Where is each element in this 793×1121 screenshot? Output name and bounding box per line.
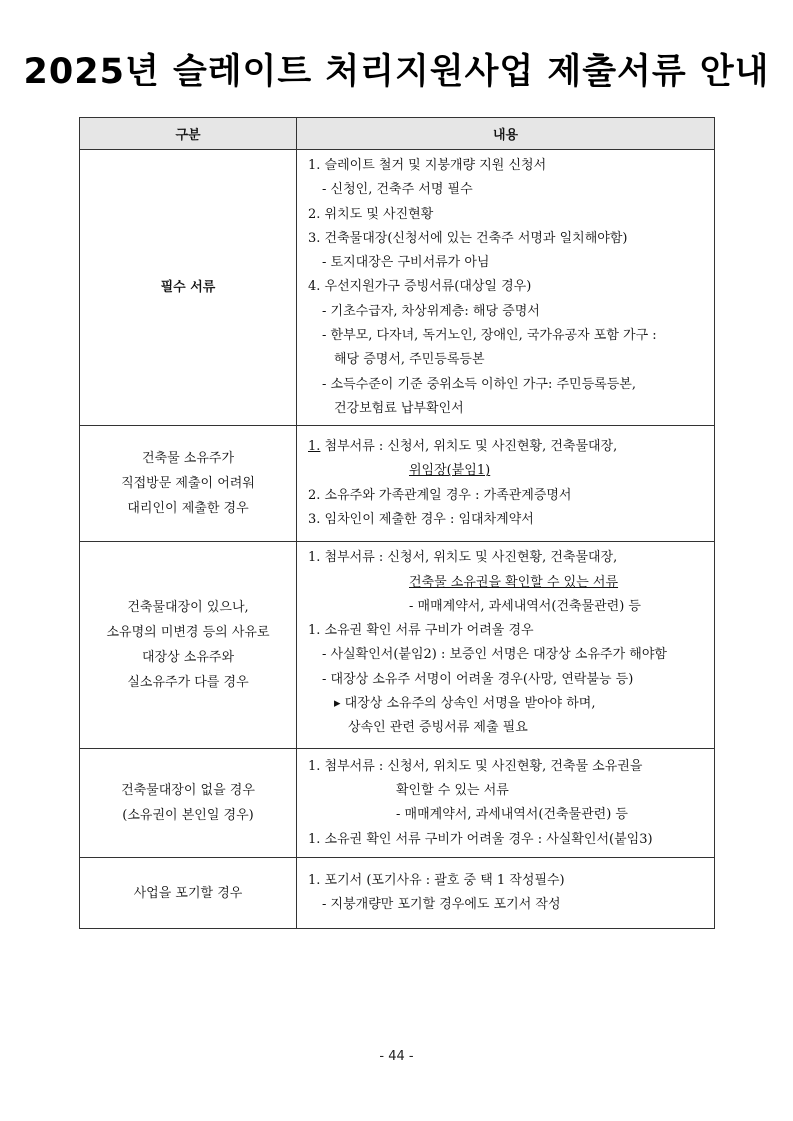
- content-line: 1. 첨부서류 : 신청서, 위치도 및 사진현황, 건축물 소유권을: [308, 758, 643, 774]
- category-cell: 필수 서류: [80, 150, 297, 426]
- content-line: 1. 소유권 확인 서류 구비가 어려울 경우 : 사실확인서(붙임3): [308, 831, 653, 847]
- category-line: 건축물대장이 없을 경우: [121, 783, 255, 799]
- content-line: - 지붕개량만 포기할 경우에도 포기서 작성: [322, 897, 561, 913]
- content-cell: [297, 749, 715, 858]
- content-line: - 소득수준이 기준 중위소득 이하인 가구: 주민등록등본,: [322, 376, 636, 392]
- content-cell: [297, 150, 715, 426]
- category-cell: [80, 749, 297, 858]
- content-line: 해당 증명서, 주민등록등본: [334, 352, 485, 368]
- category-cell: [80, 426, 297, 542]
- content-line: - 대장상 소유주 서명이 어려울 경우(사망, 연락불능 등): [322, 671, 634, 687]
- category-line: 소유명의 미변경 등의 사유로: [106, 625, 270, 641]
- header-content: 내용: [297, 118, 715, 150]
- table-row: [80, 426, 715, 542]
- document-title: 2025년 슬레이트 처리지원사업 제출서류 안내: [23, 52, 770, 92]
- content-line: 1. 포기서 (포기사유 : 괄호 중 택 1 작성필수): [308, 872, 565, 888]
- category-line: 실소유주가 다를 경우: [127, 675, 249, 691]
- underlined-text: 건축물 소유권을 확인할 수 있는 서류: [409, 574, 619, 590]
- table-row: [80, 858, 715, 929]
- content-line: - 사실확인서(붙임2) : 보증인 서명은 대장상 소유주가 해야함: [322, 647, 667, 663]
- table-row: [80, 749, 715, 858]
- content-line: - 한부모, 다자녀, 독거노인, 장애인, 국가유공자 포함 가구 :: [322, 328, 657, 344]
- content-line: [308, 435, 706, 459]
- category-cell: 사업을 포기할 경우: [80, 858, 297, 929]
- category-line: 직접방문 제출이 어려워: [121, 476, 255, 492]
- content-line: - 토지대장은 구비서류가 아님: [322, 255, 490, 271]
- table-row: [80, 542, 715, 749]
- category-line: 건축물 소유주가: [141, 451, 235, 467]
- category-line: (소유권이 본인일 경우): [122, 808, 254, 824]
- content-line: 상속인 관련 증빙서류 제출 필요: [348, 720, 528, 736]
- content-line: 3. 건축물대장(신청서에 있는 건축주 서명과 일치해야함): [308, 230, 628, 246]
- category-cell: [80, 542, 297, 749]
- category-line: 대리인이 제출한 경우: [127, 501, 249, 517]
- content-cell: [297, 858, 715, 929]
- content-line: 2. 위치도 및 사진현황: [308, 206, 434, 222]
- table-row: [80, 150, 715, 426]
- content-line: 2. 소유주와 가족관계일 경우 : 가족관계증명서: [308, 487, 572, 503]
- category-line: 대장상 소유주와: [141, 650, 235, 666]
- content-line: 4. 우선지원가구 증빙서류(대상일 경우): [308, 279, 532, 295]
- content-cell: [297, 426, 715, 542]
- content-line: 확인할 수 있는 서류: [396, 782, 509, 798]
- category-line: 건축물대장이 있으나,: [127, 600, 249, 616]
- content-line: 건강보험료 납부확인서: [334, 400, 464, 416]
- content-line: [308, 459, 706, 483]
- header-category: 구분: [80, 118, 297, 150]
- content-cell: [297, 542, 715, 749]
- content-line: [308, 571, 706, 595]
- content-line: 1. 슬레이트 철거 및 지붕개량 지원 신청서: [308, 158, 547, 173]
- item-number: 1.: [308, 439, 321, 455]
- item-text-continued: 위임장(붙임1): [409, 463, 491, 479]
- content-line: - 매매계약서, 과세내역서(건축물관련) 등: [396, 807, 628, 823]
- submission-documents-table: [79, 117, 715, 929]
- content-line: 3. 임차인이 제출한 경우 : 임대차계약서: [308, 512, 534, 528]
- content-line: 1. 첨부서류 : 신청서, 위치도 및 사진현황, 건축물대장,: [308, 550, 618, 566]
- content-line: - 신청인, 건축주 서명 필수: [322, 182, 473, 198]
- table-header-row: [80, 118, 715, 150]
- content-line: 1. 소유권 확인 서류 구비가 어려울 경우: [308, 623, 534, 639]
- content-line: ▸ 대장상 소유주의 상속인 서명을 받아야 하며,: [334, 696, 596, 712]
- page-number: - 44 -: [379, 1049, 414, 1064]
- content-line: - 기초수급자, 차상위계층: 해당 증명서: [322, 303, 540, 319]
- item-text: 첨부서류 : 신청서, 위치도 및 사진현황, 건축물대장,: [324, 439, 618, 455]
- content-line: - 매매계약서, 과세내역서(건축물관련) 등: [409, 598, 641, 614]
